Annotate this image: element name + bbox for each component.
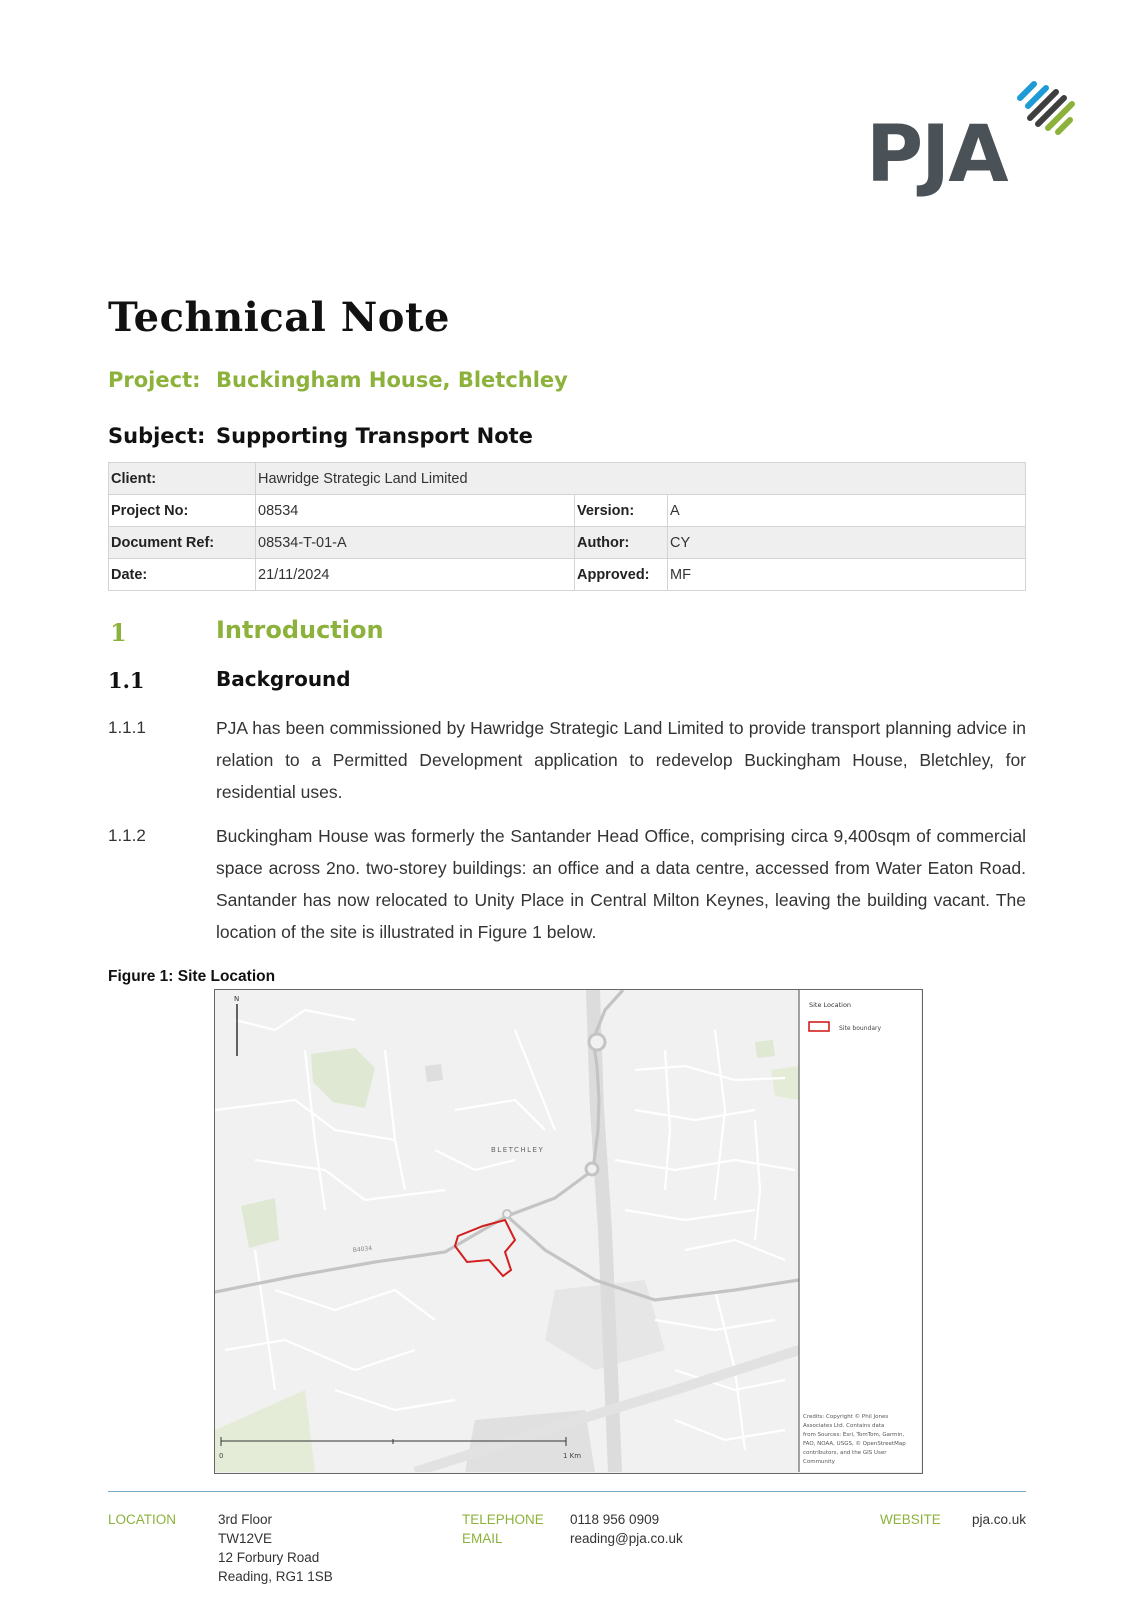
north-label: N xyxy=(234,995,240,1003)
park-area xyxy=(755,1040,775,1058)
approved-label: Approved: xyxy=(575,559,668,591)
pja-logo xyxy=(866,78,1086,200)
figure-caption: Figure 1: Site Location xyxy=(108,968,276,985)
credits-line: FAO, NOAA, USGS, © OpenStreetMap xyxy=(803,1441,906,1447)
paragraph-number: 1.1.2 xyxy=(108,826,146,845)
park-area xyxy=(771,1066,799,1100)
credits-line: Associates Ltd. Contains data xyxy=(803,1423,885,1429)
footer-telephone: 0118 956 0909 xyxy=(570,1512,660,1527)
author-value: CY xyxy=(668,527,1026,559)
subject-label: Subject: xyxy=(108,424,206,448)
built-area xyxy=(425,1064,443,1082)
logo-wordmark: PJA xyxy=(866,110,1007,200)
footer-email-label: EMAIL xyxy=(462,1531,503,1546)
paragraph-text: PJA has been commissioned by Hawridge Strategic Land Limited to provide transport planning advice in relation to a Permitted Development application to redevelop Buckingham House, Bletchley, for residential uses. xyxy=(216,718,1026,802)
document-ref-label: Document Ref: xyxy=(109,527,256,559)
version-label: Version: xyxy=(575,495,668,527)
address-line: Reading, RG1 1SB xyxy=(218,1569,333,1584)
map-canvas xyxy=(215,990,921,1472)
paragraph-text: Buckingham House was formerly the Santander Head Office, comprising circa 9,400sqm of commercial space across 2no. two-storey buildings: an office and a data centre, accessed from Water Eaton Road. Santander has now relocated to Unity Place in Central Milton Keynes, leaving the building vacant. The location of the site is illustrated in Figure 1 below. xyxy=(216,826,1026,942)
footer-location-label: LOCATION xyxy=(108,1512,177,1527)
address-line: TW12VE xyxy=(218,1531,273,1546)
footer-website-label: WEBSITE xyxy=(880,1512,941,1527)
footer-divider xyxy=(108,1491,1026,1492)
credits-line: Credits: Copyright © Phil Jones xyxy=(803,1414,889,1420)
document-ref-value: 08534-T-01-A xyxy=(256,527,575,559)
date-value: 21/11/2024 xyxy=(256,559,575,591)
approved-value: MF xyxy=(668,559,1026,591)
section-title: Introduction xyxy=(216,616,384,644)
document-title: Technical Note xyxy=(108,294,450,341)
paragraph-number: 1.1.1 xyxy=(108,718,146,737)
site-location-map xyxy=(214,989,923,1474)
legend-panel xyxy=(799,990,921,1472)
footer-website-link[interactable]: pja.co.uk xyxy=(972,1512,1027,1527)
table-row xyxy=(109,495,1026,527)
credits-line: contributors, and the GIS User xyxy=(803,1450,887,1456)
subsection-title: Background xyxy=(216,667,351,691)
version-value: A xyxy=(668,495,1026,527)
credits-line: Community xyxy=(803,1459,835,1465)
section-number: 1 xyxy=(110,618,127,647)
project-label: Project: xyxy=(108,368,201,392)
document-info-table xyxy=(108,462,1026,591)
client-value: Hawridge Strategic Land Limited xyxy=(256,463,1026,495)
author-label: Author: xyxy=(575,527,668,559)
footer-email-link[interactable]: reading@pja.co.uk xyxy=(570,1531,683,1546)
road-label: B4034 xyxy=(352,1245,373,1254)
table-row xyxy=(109,559,1026,591)
client-label: Client: xyxy=(109,463,256,495)
footer-address xyxy=(218,1510,333,1586)
legend-item-label: Site boundary xyxy=(839,1025,882,1032)
scale-start-label: 0 xyxy=(219,1452,224,1460)
subsection-number: 1.1 xyxy=(108,668,145,693)
pja-logo-stripes-icon xyxy=(1012,78,1076,142)
legend-title: Site Location xyxy=(809,1001,852,1009)
table-row xyxy=(109,527,1026,559)
date-label: Date: xyxy=(109,559,256,591)
place-label: BLETCHLEY xyxy=(491,1146,545,1154)
credits-line: from Sources: Esri, TomTom, Garmin, xyxy=(803,1432,905,1438)
address-line: 3rd Floor xyxy=(218,1512,273,1527)
subject-value: Supporting Transport Note xyxy=(216,424,533,448)
scale-end-label: 1 Km xyxy=(563,1452,582,1460)
address-line: 12 Forbury Road xyxy=(218,1550,320,1565)
project-no-label: Project No: xyxy=(109,495,256,527)
project-value: Buckingham House, Bletchley xyxy=(216,368,568,392)
footer-telephone-label: TELEPHONE xyxy=(462,1512,544,1527)
project-no-value: 08534 xyxy=(256,495,575,527)
table-row xyxy=(109,463,1026,495)
